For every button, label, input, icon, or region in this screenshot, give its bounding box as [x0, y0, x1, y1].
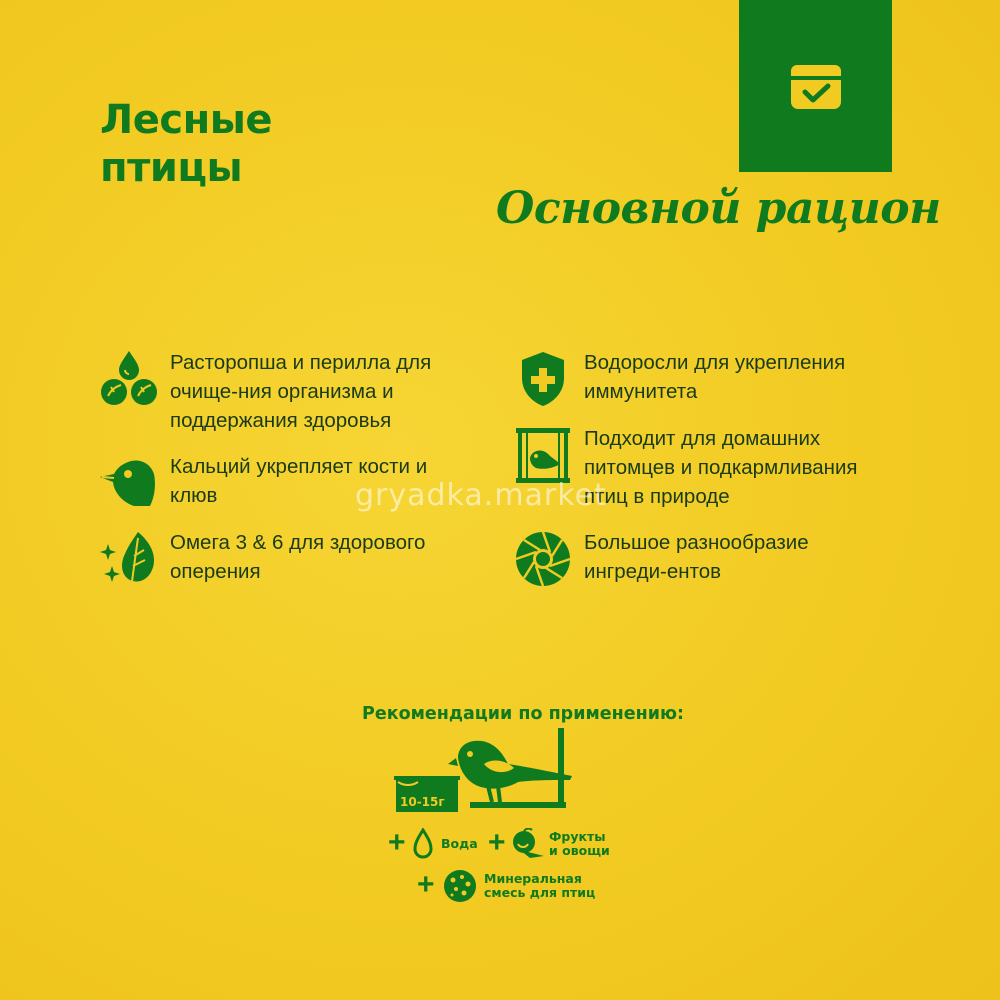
fruits-label-line-1: Фрукты: [549, 829, 606, 844]
feature-item: [98, 528, 478, 590]
title-line-2: птицы: [100, 145, 243, 191]
mineral-mix-icon: [442, 868, 478, 904]
plus-icon: +: [488, 826, 506, 859]
feature-text: Большое разнообразие ингреди-ентов: [584, 531, 809, 583]
title-line-1: Лесные: [100, 97, 272, 143]
fruits-label: [549, 830, 610, 858]
feature-item: [512, 528, 892, 590]
plus-icon: +: [388, 826, 406, 859]
feature-text: Омега 3 & 6 для здорового оперения: [170, 531, 426, 583]
feature-text: Водоросли для укрепления иммунитета: [584, 351, 846, 403]
mineral-label-line-2: смесь для птиц: [484, 885, 596, 900]
aperture-icon: [512, 528, 574, 590]
shield-plus-icon: [512, 348, 574, 410]
drop-leaves-icon: [98, 348, 160, 410]
dose-label: 10-15г: [400, 795, 445, 809]
bird-cage-icon: [512, 424, 574, 486]
water-drop-icon: [412, 828, 434, 860]
page-title: [100, 96, 272, 192]
plus-icon: +: [417, 868, 435, 901]
fruit-icon: [510, 828, 546, 860]
recommendations-title: Рекомендации по применению:: [362, 704, 684, 724]
fruits-label-line-2: и овощи: [549, 843, 610, 858]
leaf-sparkle-icon: [98, 528, 160, 590]
mineral-label: [484, 872, 595, 900]
feature-text: Расторопша и перилла для очище-ния организма и поддержания здоровья: [170, 351, 432, 432]
diet-badge: [739, 0, 892, 172]
feature-item: [512, 348, 892, 410]
feature-item: [98, 348, 478, 435]
watermark: gryadka.market: [355, 478, 607, 513]
calendar-check-icon: [789, 61, 843, 111]
water-label: Вода: [441, 836, 478, 851]
feature-text: Кальций укрепляет кости и клюв: [170, 455, 428, 507]
bird-head-icon: [98, 452, 160, 514]
diet-subtitle: Основной рацион: [496, 183, 941, 234]
mineral-label-line-1: Минеральная: [484, 871, 582, 886]
feature-text: Подходит для домашних питомцев и подкармливания птиц в природе: [584, 427, 858, 508]
